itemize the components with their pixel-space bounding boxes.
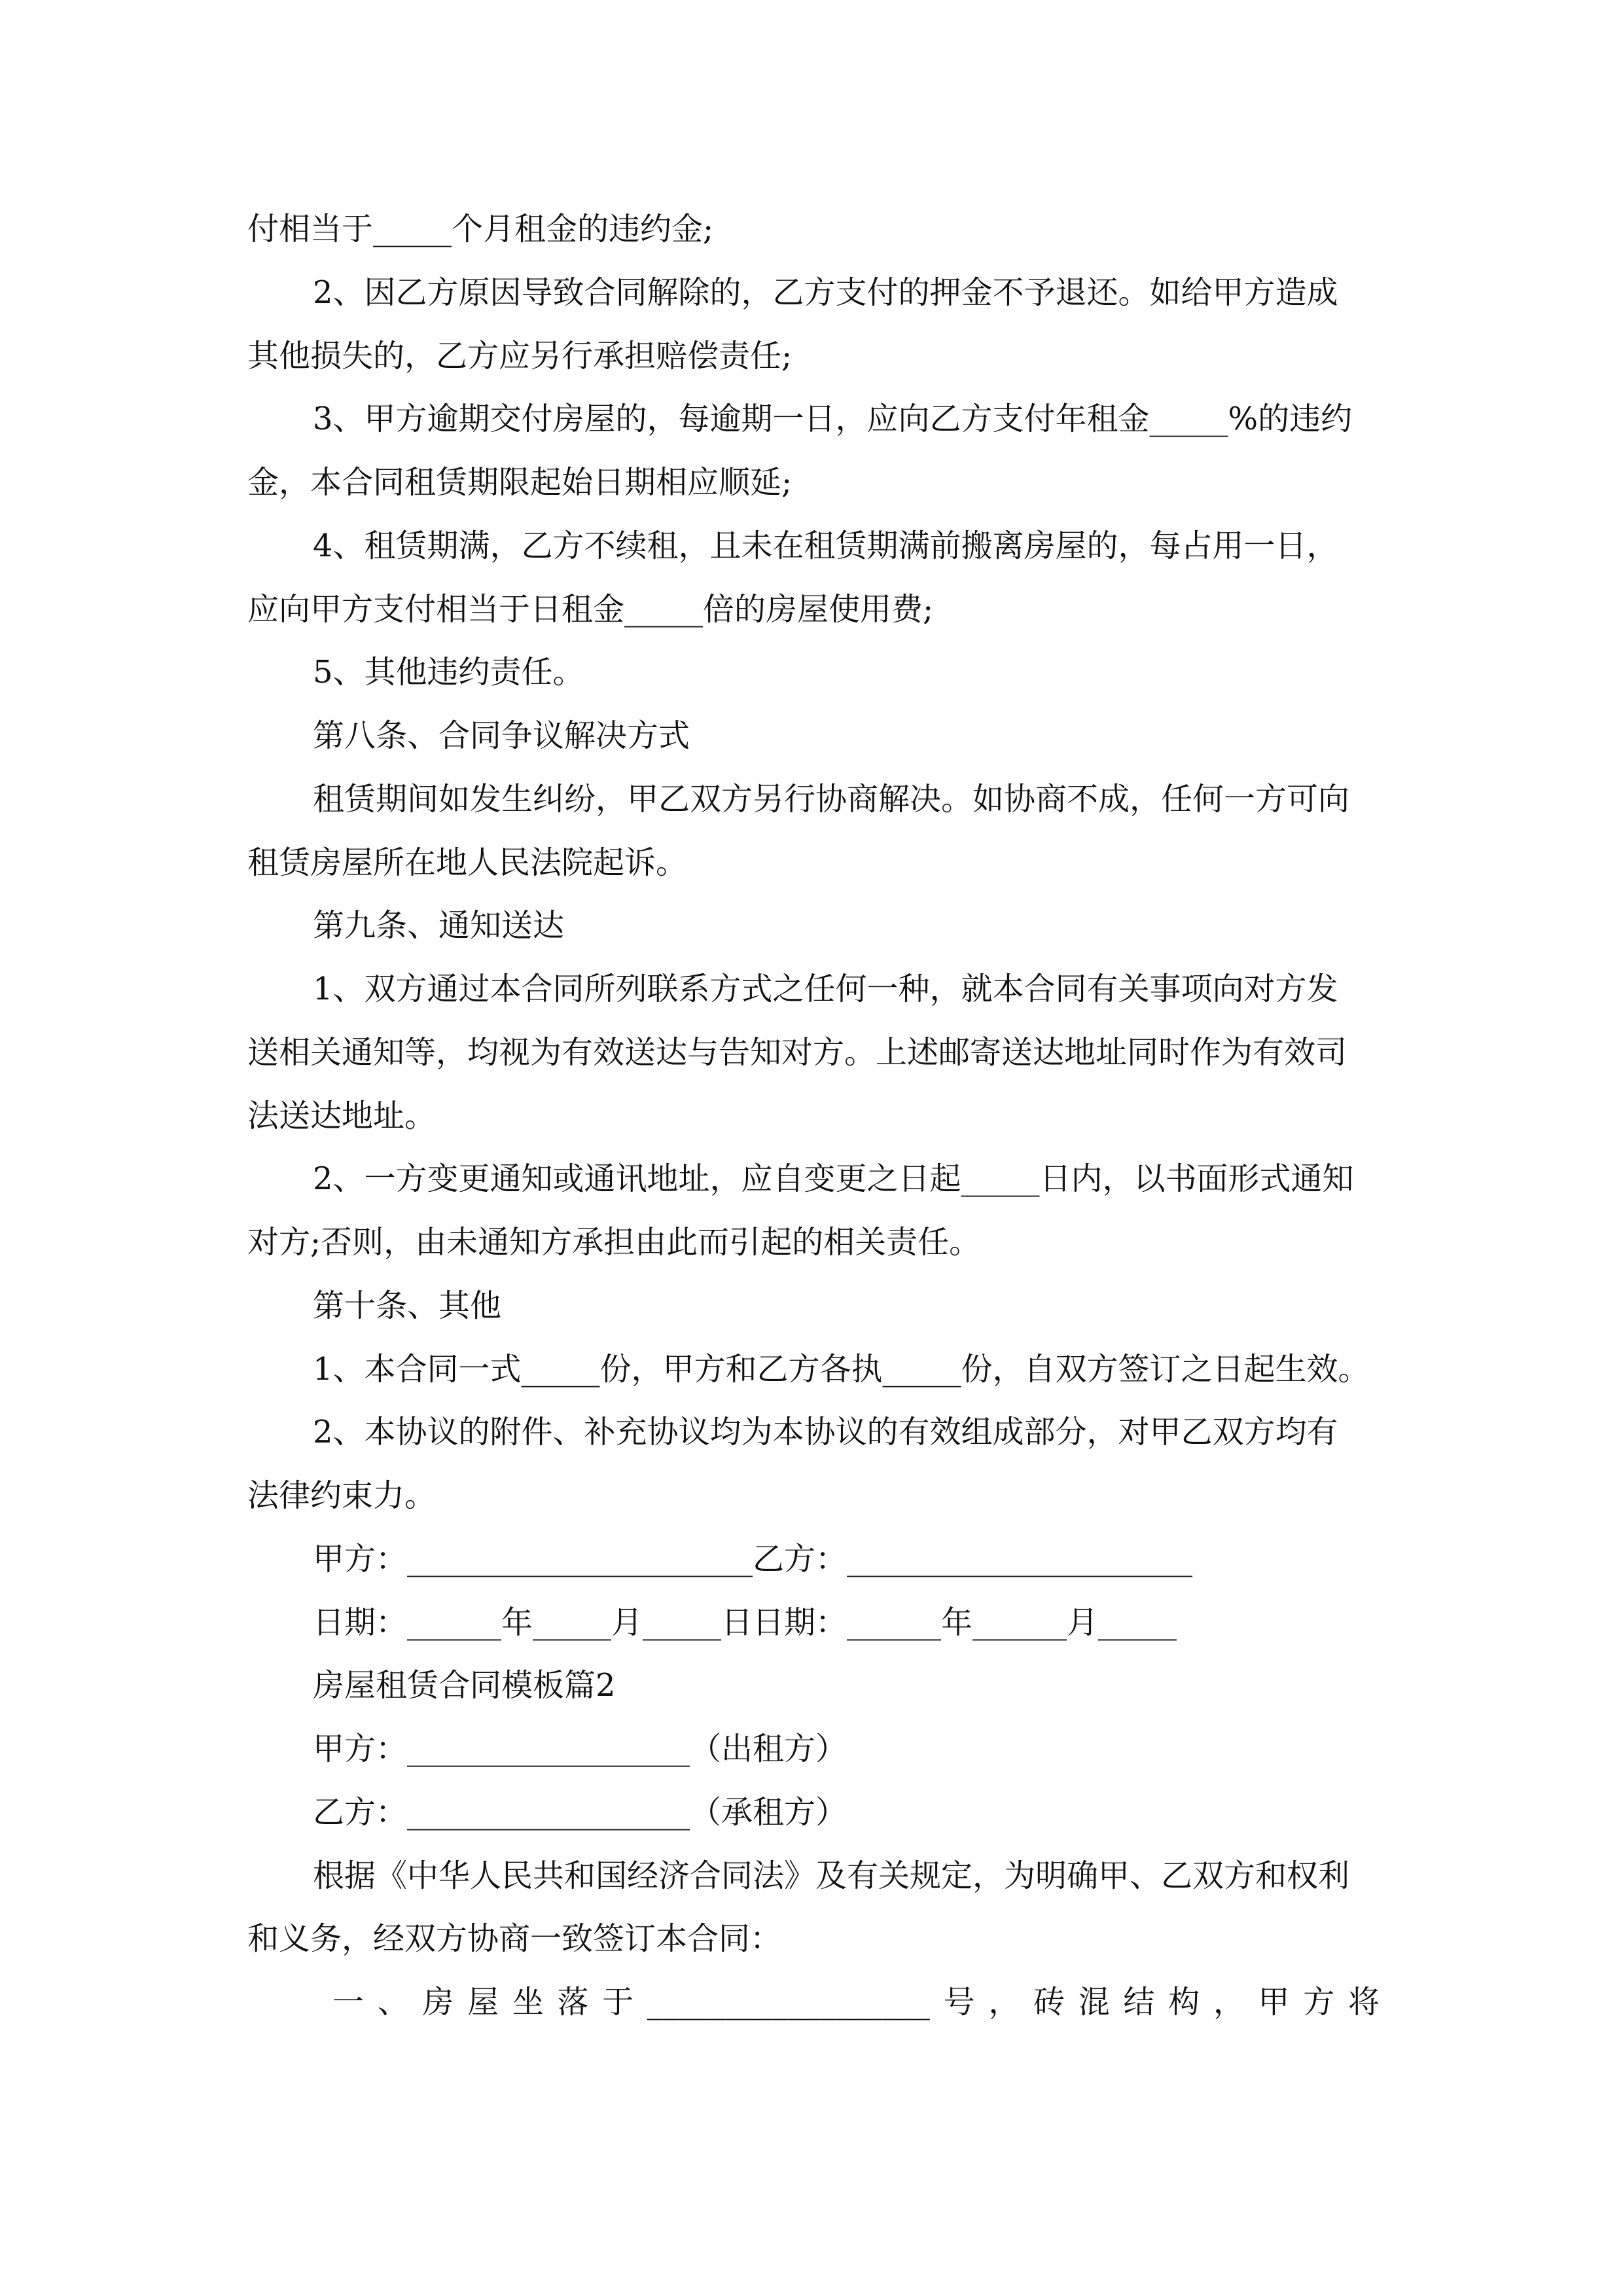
- text-line: 3、甲方逾期交付房屋的，每逾期一日，应向乙方支付年租金_____%的违约: [313, 401, 1353, 437]
- text-line: 金，本合同租赁期限起始日期相应顺延;: [247, 464, 793, 501]
- text-part: 房: [422, 1984, 454, 2020]
- text-line: 其他损失的，乙方应另行承担赔偿责任;: [247, 338, 793, 374]
- text-line: 根据《中华人民共和国经济合同法》及有关规定，为明确甲、乙双方和权利: [313, 1857, 1350, 1894]
- text-part: 构: [1168, 1984, 1200, 2020]
- text-line: 和义务，经双方协商一致签订本合同：: [247, 1920, 782, 1957]
- text-part: ，: [988, 1984, 1020, 2020]
- text-part: 落: [557, 1984, 589, 2020]
- text-part: 坐: [512, 1984, 544, 2020]
- text-line: 对方;否则，由未通知方承担由此而引起的相关责任。: [247, 1224, 981, 1261]
- section-title: 房屋租赁合同模板篇2: [313, 1667, 616, 1704]
- section-heading: 第九条、通知送达: [313, 907, 565, 944]
- text-part: 甲: [1258, 1984, 1290, 2020]
- text-line: 法送达地址。: [247, 1098, 437, 1134]
- signature-line: 甲方：______________________乙方：______________________: [313, 1541, 1193, 1577]
- text-part: 方: [1303, 1984, 1335, 2020]
- text-line: 租赁房屋所在地人民法院起诉。: [247, 844, 688, 881]
- text-part: 于: [602, 1984, 634, 2020]
- text-part: 号: [943, 1984, 975, 2020]
- text-part: 混: [1078, 1984, 1110, 2020]
- article-one-line: [332, 1981, 1380, 2023]
- text-line: 送相关通知等，均视为有效送达与告知对方。上述邮寄送达地址同时作为有效司: [247, 1034, 1347, 1071]
- text-part: __________________: [647, 1984, 930, 2020]
- text-line: 2、因乙方原因导致合同解除的，乙方支付的押金不予退还。如给甲方造成: [313, 274, 1338, 311]
- text-line: 4、租赁期满，乙方不续租，且未在租赁期满前搬离房屋的，每占用一日，: [313, 528, 1338, 564]
- section-heading: 第八条、合同争议解决方式: [313, 717, 690, 754]
- text-part: 、: [377, 1984, 409, 2020]
- text-part: ，: [1213, 1984, 1245, 2020]
- text-line: 付相当于_____个月租金的违约金;: [247, 211, 714, 247]
- text-line: 1、本合同一式_____份，甲方和乙方各执_____份，自双方签订之日起生效。: [313, 1351, 1370, 1388]
- text-line: 2、一方变更通知或通讯地址，应自变更之日起_____日内，以书面形式通知: [313, 1160, 1354, 1197]
- text-part: 屋: [467, 1984, 499, 2020]
- text-part: 砖: [1033, 1984, 1065, 2020]
- text-line: 1、双方通过本合同所列联系方式之任何一种，就本合同有关事项向对方发: [313, 971, 1338, 1007]
- section-heading: 第十条、其他: [313, 1287, 502, 1324]
- text-part: 一: [332, 1984, 365, 2020]
- text-line: 法律约束力。: [247, 1477, 437, 1514]
- text-line: 应向甲方支付相当于日租金_____倍的房屋使用费;: [247, 591, 934, 628]
- text-part: 结: [1123, 1984, 1155, 2020]
- text-line: 租赁期间如发生纠纷，甲乙双方另行协商解决。如协商不成，任何一方可向: [313, 781, 1350, 817]
- party-b-line: 乙方：__________________（承租方）: [313, 1794, 847, 1831]
- text-line: 5、其他违约责任。: [313, 654, 584, 691]
- text-part: 将: [1347, 1984, 1380, 2020]
- date-line: 日期：______年_____月_____日日期：______年______月_____: [313, 1604, 1177, 1641]
- text-line: 2、本协议的附件、补充协议均为本协议的有效组成部分，对甲乙双方均有: [313, 1414, 1338, 1450]
- party-a-line: 甲方：__________________（出租方）: [313, 1731, 847, 1767]
